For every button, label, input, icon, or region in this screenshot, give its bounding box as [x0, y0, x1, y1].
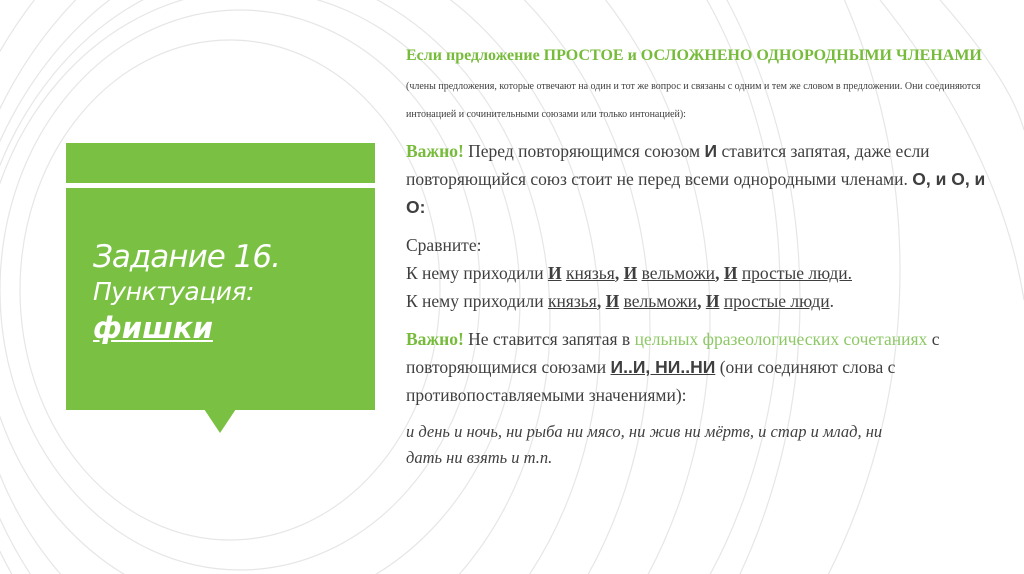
rule-2-conjs: И..И, НИ..НИ — [610, 357, 716, 377]
intro-heading: Если предложение ПРОСТОЕ и ОСЛОЖНЕНО ОДНОРОДНЫМИ ЧЛЕНАМИ — [406, 47, 982, 64]
title-card-pointer — [204, 409, 236, 433]
s1-start: К нему приходили — [406, 263, 544, 283]
examples-line-1: и день и ночь, ни рыба ни мясо, ни жив ни мёртв, и стар и млад, ни — [406, 422, 883, 441]
rule-1-scheme: О, и О, и О: — [406, 169, 986, 217]
s1-comma-1: , — [614, 263, 620, 283]
s1-conj-1: И — [547, 263, 562, 283]
s2-word-2: вельможи — [623, 291, 698, 311]
important-label-2: Важно! — [406, 329, 464, 349]
s2-comma-2: , — [697, 291, 702, 311]
important-label: Важно! — [406, 141, 464, 161]
slide-title — [93, 238, 363, 348]
s1-word-3: простые люди. — [741, 263, 852, 283]
compare-sentence-1 — [406, 259, 996, 287]
rule-1-text-before: Перед повторяющимся союзом — [468, 141, 701, 161]
title-card-top-bar — [66, 143, 375, 183]
rule-1 — [406, 137, 996, 221]
s1-word-2: вельможи — [641, 263, 716, 283]
s2-start: К нему приходили — [406, 291, 544, 311]
s1-comma-2: , — [715, 263, 720, 283]
rule-1-text-after: ставится запятая, даже если повторяющийся союз стоит не перед всеми однородными членами. — [406, 141, 930, 189]
examples-line-2: дать ни взять и т.п. — [406, 448, 553, 467]
title-line-2: Пунктуация: — [93, 277, 254, 306]
compare-block — [406, 231, 996, 315]
s1-word-1: князья — [565, 263, 615, 283]
intro-paragraph — [406, 40, 996, 125]
s2-word-1: князья — [547, 291, 597, 311]
rule-2-text-mid: с повторяющимися союзами — [406, 329, 940, 377]
s2-word-3: простые люди — [723, 291, 830, 311]
compare-sentence-2 — [406, 287, 996, 315]
compare-label: Сравните: — [406, 235, 482, 255]
slide-content — [406, 40, 996, 471]
intro-note: (члены предложения, которые отвечают на один и тот же вопрос и связаны с одним и тем же словом в предложении. Они соединяются интонацией и сочинительными союзами или только интонацией): — [406, 81, 981, 120]
title-line-1: Задание 16. — [93, 239, 280, 275]
rule-2-text-before: Не ставится запятая в — [468, 329, 631, 349]
examples — [406, 419, 996, 471]
s2-conj-2: И — [705, 291, 720, 311]
title-line-3: фишки — [93, 311, 213, 345]
s1-conj-3: И — [723, 263, 738, 283]
rule-2-highlight: цельных фразеологических сочетаниях — [634, 329, 928, 349]
s2-end: . — [829, 291, 834, 311]
s2-conj-1: И — [605, 291, 620, 311]
rule-2-text-after: (они соединяют слова с противопоставляемыми значениями): — [406, 357, 896, 405]
s2-comma-1: , — [596, 291, 602, 311]
rule-1-conj: И — [704, 141, 718, 161]
s1-conj-2: И — [623, 263, 638, 283]
rule-2 — [406, 325, 996, 409]
